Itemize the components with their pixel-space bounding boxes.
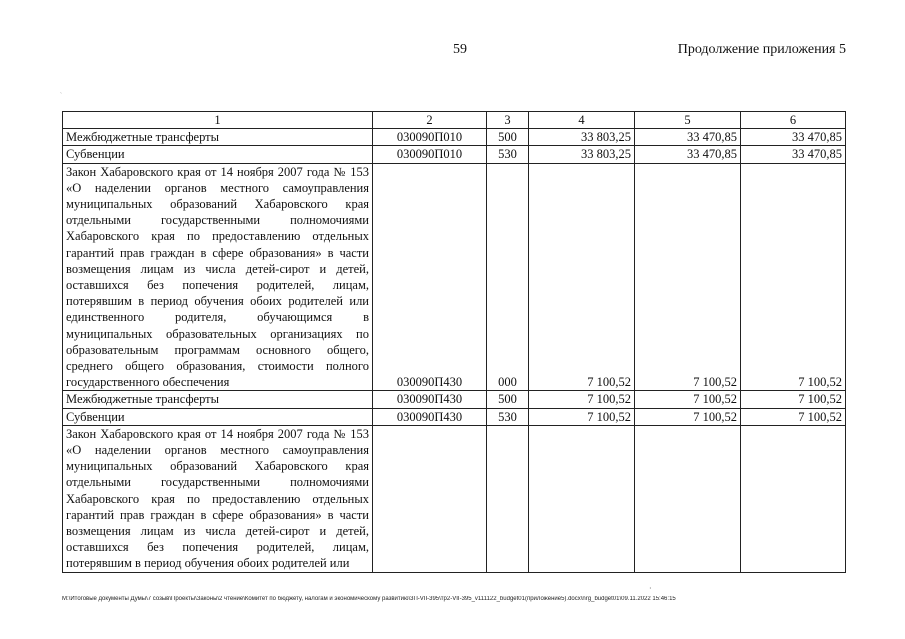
amount-col6: 7 100,52 [741, 391, 846, 408]
column-header: 2 [373, 112, 487, 129]
continuation-label: Продолжение приложения 5 [677, 42, 846, 57]
expense-type-code: 000 [487, 163, 529, 391]
row-name: Закон Хабаровского края от 14 ноября 2007 года № 153 «О наделении органов местного самоуправления муниципальных образований Хабаровского края отдельными государственными полномочиями Хабаровского края по предоставлению отдельных гарантий прав граждан в сфере образования» в части возмещения лицам из числа детей-сирот и детей, оставшихся без попечения родителей, лицам, потерявшим в период обучения обоих родителей или единственного родителя, обучающимся в муниципальных образовательных организациях по образовательным программам основного общего, среднего общего образования, стоимости полного государственного обеспечения [63, 163, 373, 391]
row-name: Межбюджетные трансферты [63, 129, 373, 146]
amount-col5: 7 100,52 [635, 391, 741, 408]
target-article-code: 030090П010 [373, 146, 487, 163]
expense-type-code: 530 [487, 408, 529, 425]
amount-col6 [741, 425, 846, 572]
row-name: Закон Хабаровского края от 14 ноября 2007 года № 153 «О наделении органов местного самоуправления муниципальных образований Хабаровского края отдельными государственными полномочиями Хабаровского края по предоставлению отдельных гарантий прав граждан в сфере образования» в части возмещения лицам из числа детей-сирот и детей, оставшихся без попечения родителей, лицам, потерявшим в период обучения обоих родителей или [63, 425, 373, 572]
amount-col4: 7 100,52 [529, 163, 635, 391]
amount-col4: 33 803,25 [529, 129, 635, 146]
amount-col4: 33 803,25 [529, 146, 635, 163]
amount-col4 [529, 425, 635, 572]
expense-type-code: 500 [487, 391, 529, 408]
table-row [63, 163, 846, 391]
amount-col5: 33 470,85 [635, 129, 741, 146]
file-path-footer: М:\Итоговые документы Думы\7 созыв\Проекты\Законы\2 чтение\Комитет по бюджету, налогам и экономическому развитию\3П-VII-395\тр2-VII-395_v111122_budget01(приложение5).docx\nrg_budget01\09.11.2022 15:46:15 [62, 596, 676, 602]
row-name: Субвенции [63, 408, 373, 425]
column-numbers-row [63, 112, 846, 129]
amount-col5: 7 100,52 [635, 408, 741, 425]
amount-col6: 33 470,85 [741, 129, 846, 146]
table-row [63, 391, 846, 408]
column-header: 5 [635, 112, 741, 129]
table-row [63, 129, 846, 146]
amount-col6: 7 100,52 [741, 408, 846, 425]
amount-col5: 33 470,85 [635, 146, 741, 163]
column-header: 1 [63, 112, 373, 129]
table-row-continued [63, 425, 846, 572]
table-header [63, 112, 846, 129]
target-article-code: 030090П430 [373, 408, 487, 425]
amount-col6: 33 470,85 [741, 146, 846, 163]
target-article-code: 030090П430 [373, 163, 487, 391]
amount-col5: 7 100,52 [635, 163, 741, 391]
budget-table [62, 111, 846, 573]
scan-mark: ˎ [60, 88, 62, 94]
table-row [63, 408, 846, 425]
target-article-code [373, 425, 487, 572]
target-article-code: 030090П430 [373, 391, 487, 408]
column-header: 4 [529, 112, 635, 129]
amount-col5 [635, 425, 741, 572]
page-number: 59 [453, 42, 467, 57]
expense-type-code: 530 [487, 146, 529, 163]
amount-col6: 7 100,52 [741, 163, 846, 391]
amount-col4: 7 100,52 [529, 391, 635, 408]
column-header: 6 [741, 112, 846, 129]
row-name: Межбюджетные трансферты [63, 391, 373, 408]
column-header: 3 [487, 112, 529, 129]
scan-dot: · [649, 584, 652, 593]
expense-type-code [487, 425, 529, 572]
target-article-code: 030090П010 [373, 129, 487, 146]
amount-col4: 7 100,52 [529, 408, 635, 425]
table-row [63, 146, 846, 163]
expense-type-code: 500 [487, 129, 529, 146]
row-name: Субвенции [63, 146, 373, 163]
